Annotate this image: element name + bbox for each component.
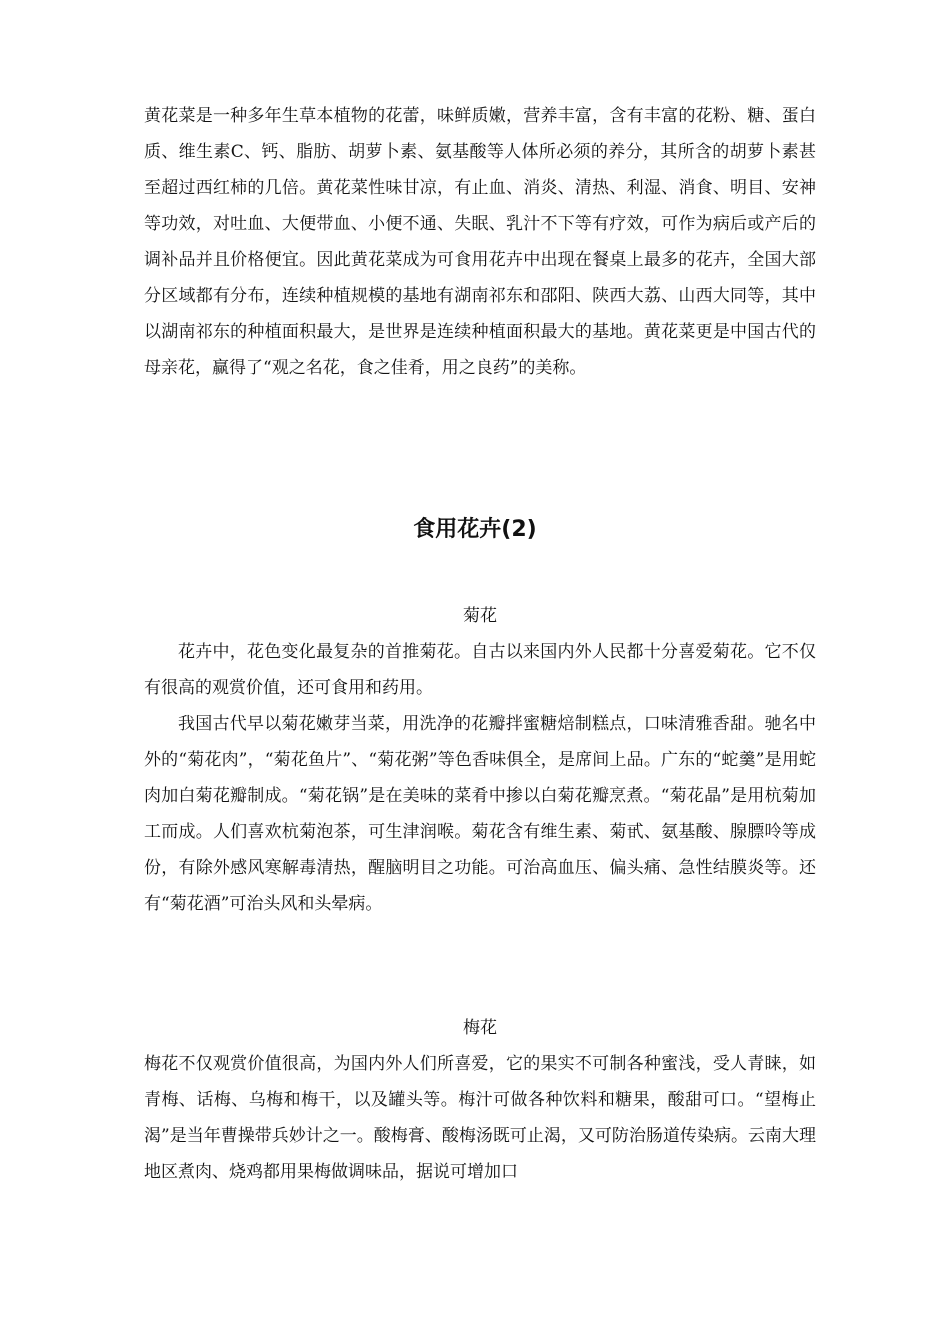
juhua-paragraph-2: 我国古代早以菊花嫩芽当菜，用洗净的花瓣拌蜜糖焙制糕点，口味清雅香甜。驰名中外的“菊花肉”，“菊花鱼片”、“菊花粥”等色香味俱全，是席间上品。广东的“蛇羹”是用蛇肉加白菊花瓣制成。“菊花锅”是在美味的菜肴中掺以白菊花瓣烹煮。“菊花晶”是用杭菊加工而成。人们喜欢杭菊泡茶，可生津润喉。菊花含有维生素、菊甙、氨基酸、腺膘呤等成份，有除外感风寒解毒清热，醒脑明目之功能。可治高血压、偏头痛、急性结膜炎等。还有“菊花酒”可治头风和头晕病。 <box>144 714 816 914</box>
section-title: 食用花卉(2) <box>413 517 537 542</box>
meihua-heading: 梅花 <box>463 1018 497 1038</box>
meihua-paragraph: 梅花不仅观赏价值很高，为国内外人们所喜爱，它的果实不可制各种蜜浅，受人青睐，如青梅、话梅、乌梅和梅干，以及罐头等。梅汁可做各种饮料和糖果，酸甜可口。“望梅止渴”是当年曹操带兵妙计之一。酸梅膏、酸梅汤既可止渴，又可防治肠道传染病。云南大理地区煮肉、烧鸡都用果梅做调味品，据说可增加口 <box>144 1054 816 1182</box>
juhua-paragraph-1: 花卉中，花色变化最复杂的首推菊花。自古以来国内外人民都十分喜爱菊花。它不仅有很高的观赏价值，还可食用和药用。 <box>144 642 816 698</box>
intro-paragraph: 黄花菜是一种多年生草本植物的花蕾，味鲜质嫩，营养丰富，含有丰富的花粉、糖、蛋白质、维生素C、钙、脂肪、胡萝卜素、氨基酸等人体所必须的养分，其所含的胡萝卜素甚至超过西红柿的几倍。黄花菜性味甘凉，有止血、消炎、清热、利湿、消食、明目、安神等功效，对吐血、大便带血、小便不通、失眠、乳汁不下等有疗效，可作为病后或产后的调补品并且价格便宜。因此黄花菜成为可食用花卉中出现在餐桌上最多的花卉，全国大部分区域都有分布，连续种植规模的基地有湖南祁东和邵阳、陕西大荔、山西大同等，其中以湖南祁东的种植面积最大，是世界是连续种植面积最大的基地。黄花菜更是中国古代的母亲花，赢得了“观之名花，食之佳肴，用之良药”的美称。 <box>144 106 816 378</box>
juhua-heading: 菊花 <box>463 606 497 626</box>
